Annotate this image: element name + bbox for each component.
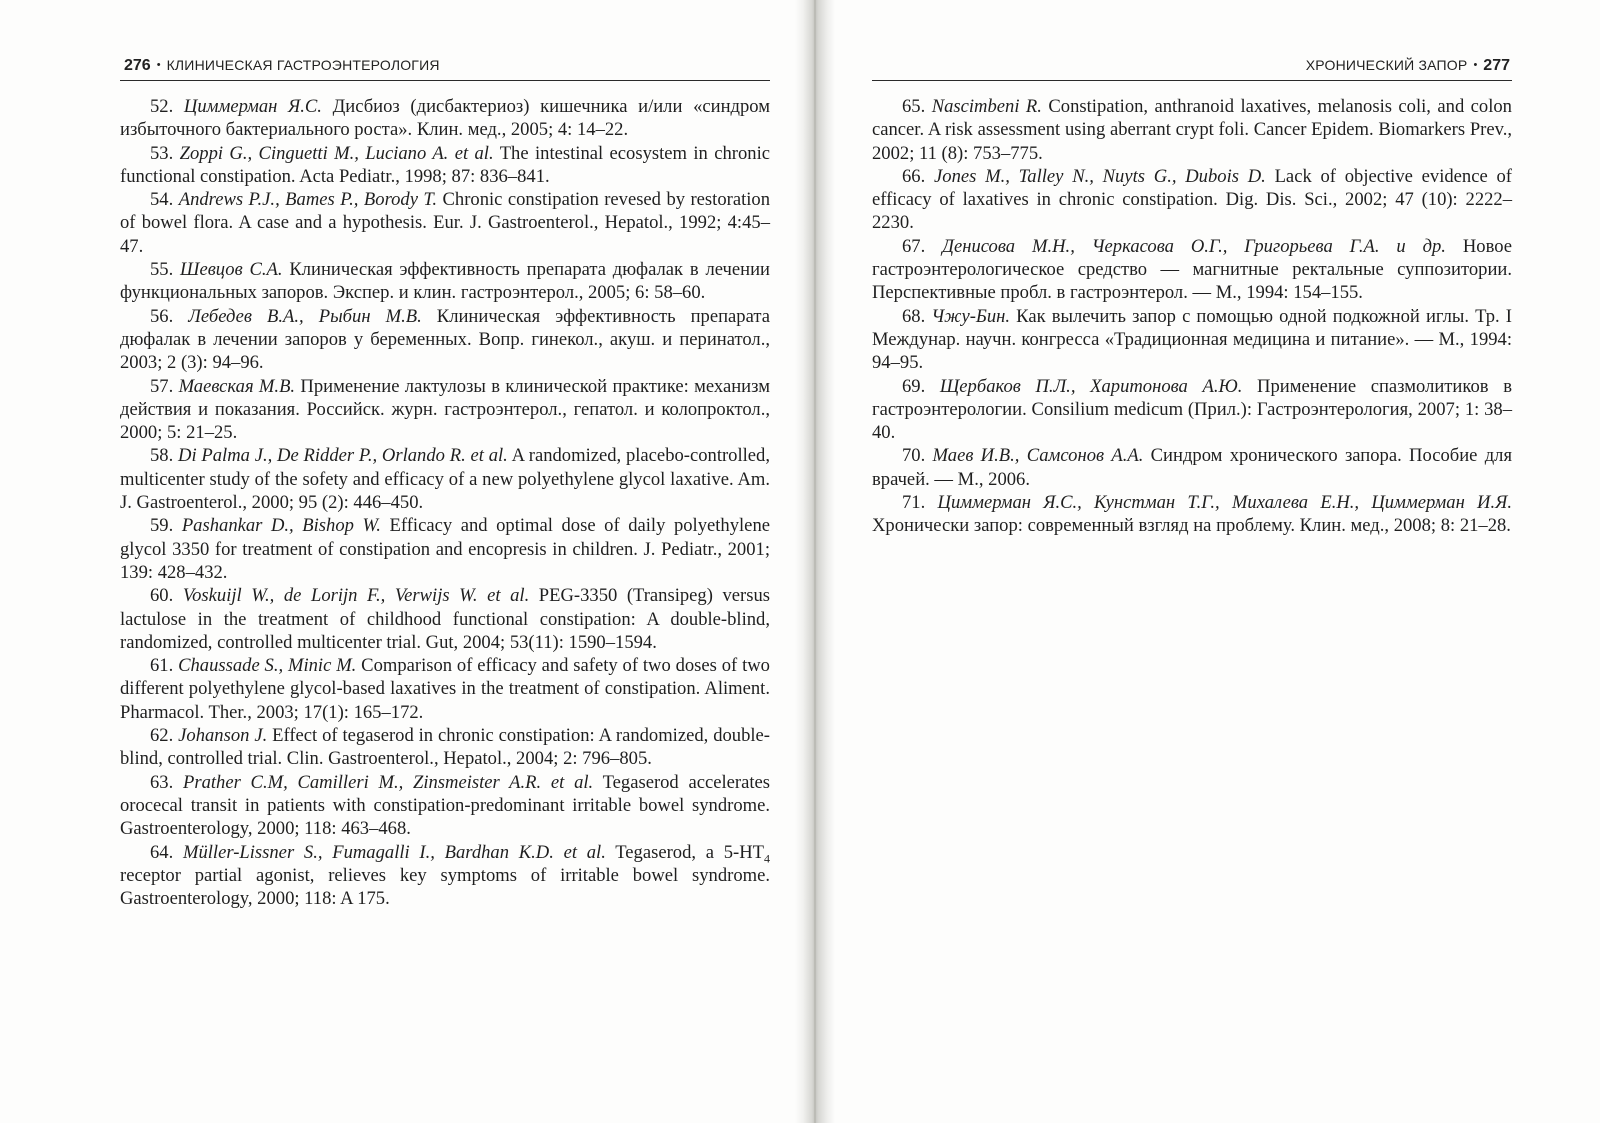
reference-text: Lack of objective evidence of efficacy of laxatives in chronic constipation. Dig. Dis. Sci., 2002; 47 (10): 2222–2230. — [872, 165, 1512, 234]
reference-text: Применение спазмолитиков в гастроэнтерологии. Consilium medicum (Прил.): Гастроэнтерология, 2007; 1: 38–40. — [872, 375, 1512, 444]
reference-text: Как вылечить запор с помощью одной подкожной иглы. Тр. I Междунар. научн. конгресса «Традиционная медицина и питание». — М., 1994: 94–95. — [872, 305, 1512, 374]
reference-item: 64. Müller-Lissner S., Fumagalli I., Bardhan K.D. et al. Tegaserod, a $5-HT_4$ receptor partial agonist, relieves key symptoms of irritable bowel syndrome. Gastroenterology, 2000; 118: A 175. — [120, 841, 771, 910]
reference-authors: Щербаков П.Л., Харитонова А.Ю. — [939, 375, 1243, 397]
reference-item: 56. Лебедев В.А., Рыбин М.В. Клиническая эффективность препарата дюфалак в лечении запоров у беременных. Вопр. гинекол., акуш. и перинатол., 2003; 2 (3): 94–96. — [120, 305, 770, 374]
header-separator: • — [156, 59, 161, 71]
reference-item: 57. Маевская М.В. Применение лактулозы в клинической практике: механизм действия и показания. Российск. журн. гастроэнтерол., гепатол. и колопроктол., 2000; 5: 21–25. — [120, 375, 770, 444]
reference-text: Клиническая эффективность препарата дюфалак в лечении запоров у беременных. Вопр. гинекол., акуш. и перинатол., 2003; 2 (3): 94–96. — [120, 305, 770, 374]
reference-item: 55. Шевцов С.А. Клиническая эффективность препарата дюфалак в лечении функциональных запоров. Экспер. и клин. гастроэнтерол., 2005; 6: 58–60. — [120, 259, 770, 304]
reference-text: Efficacy and optimal dose of daily polyethylene glycol 3350 for treatment of constipation and encopresis in children. J. Pediatr., 2001; 139: 428–432. — [120, 515, 770, 583]
reference-authors: Циммерман Я.С. — [183, 96, 322, 117]
reference-authors: Johanson J. — [178, 725, 268, 747]
reference-item: 54. Andrews P.J., Bames P., Borody T. Chronic constipation revesed by restoration of bowel flora. A case and a hypothesis. Eur. J. Gastroenterol., Hepatol., 1992; 4:45–47. — [120, 189, 771, 257]
reference-text: Синдром хронического запора. Пособие для врачей. — М., 2006. — [872, 445, 1513, 490]
reference-subscript: 4 — [764, 851, 771, 866]
reference-authors: Циммерман Я.С., Кунстман Т.Г., Михалева Е.Н., Циммерман И.Я. — [937, 492, 1512, 514]
reference-item: 65. Nascimbeni R. Constipation, anthranoid laxatives, melanosis coli, and colon cancer. A risk assessment using aberrant crypt foli. Cancer Epidem. Biomarkers Prev., 2002; 11 (8): 753–775. — [872, 96, 1512, 164]
reference-authors: Pashankar D., Bishop W. — [181, 515, 381, 537]
gutter-fold-line — [814, 0, 816, 1123]
reference-authors: Nascimbeni R. — [931, 96, 1042, 117]
reference-authors: Маев И.В., Самсонов А.А. — [932, 445, 1144, 467]
reference-authors: Andrews P.J., Bames P., Borody T. — [178, 189, 438, 211]
reference-authors: Voskuijl W., de Lorijn F., Verwijs W. et al. — [182, 585, 530, 607]
reference-authors: Jones M., Talley N., Nuyts G., Dubois D. — [934, 165, 1266, 187]
reference-item: 53. Zoppi G., Cinguetti M., Luciano A. et al. The intestinal ecosystem in chronic functional constipation. Acta Pediatr., 1998; 87: 836–841. — [120, 142, 771, 187]
reference-item: 58. Di Palma J., De Ridder P., Orlando R. et al. A randomized, placebo-controlled, multicenter study of the sofety and efficacy of a new polyethylene glycol laxative. Am. J. Gastroenterol., 2000; 95 (2): 446–450. — [120, 445, 771, 514]
reference-text: Chronic constipation revesed by restoration of bowel flora. A case and a hypothesis. Eur. J. Gastroenterol., Hepatol., 1992; 4:45–47. — [120, 189, 771, 257]
reference-text: A randomized, placebo-controlled, multicenter study of the sofety and efficacy of a new polyethylene glycol laxative. Am. J. Gastroenterol., 2000; 95 (2): 446–450. — [120, 445, 771, 514]
left-page-number: 276 — [124, 57, 151, 74]
reference-text: The intestinal ecosystem in chronic functional constipation. Acta Pediatr., 1998; 87: 836–841. — [120, 142, 771, 187]
reference-text: Хронически запор: современный взгляд на проблему. Клин. мед., 2008; 8: 21–28. — [872, 515, 1511, 537]
reference-text: Применение лактулозы в клинической практике: механизм действия и показания. Российск. журн. гастроэнтерол., гепатол. и колопроктол., 2000; 5: 21–25. — [120, 375, 770, 444]
right-page — [872, 52, 1512, 538]
reference-item: 52. Циммерман Я.С. Дисбиоз (дисбактериоз) кишечника и/или «синдром избыточного бактериального роста». Клин. мед., 2005; 4: 14–22. — [120, 96, 770, 141]
reference-authors: Di Palma J., De Ridder P., Orlando R. et al. — [178, 445, 508, 467]
reference-text: Клиническая эффективность препарата дюфалак в лечении функциональных запоров. Экспер. и клин. гастроэнтерол., 2005; 6: 58–60. — [120, 259, 770, 304]
reference-item: 62. Johanson J. Effect of tegaserod in chronic constipation: A randomized, double-blind, controlled trial. Clin. Gastroenterol., Hepatol., 2004; 2: 796–805. — [120, 725, 770, 770]
reference-authors: Чжу-Бин. — [931, 305, 1011, 327]
reference-authors: Лебедев В.А., Рыбин М.В. — [188, 305, 422, 327]
reference-text: receptor partial agonist, relieves key symptoms of irritable bowel syndrome. Gastroenterology, 2000; 118: A 175. — [120, 864, 770, 910]
reference-item: 66. Jones M., Talley N., Nuyts G., Dubois D. Lack of objective evidence of efficacy of laxatives in chronic constipation. Dig. Dis. Sci., 2002; 47 (10): 2222–2230. — [872, 165, 1512, 234]
reference-text: Comparison of efficacy and safety of two doses of two different polyethylene glycol-based laxatives in the treatment of constipation. Aliment. Pharmacol. Ther., 2003; 17(1): 165–172. — [120, 655, 770, 723]
right-page-header — [872, 52, 1512, 81]
reference-text: PEG-3350 (Transipeg) versus lactulose in the treatment of childhood functional constipation: A double-blind, randomized, controlled multicenter trial. Gut, 2004; 53(11): 1590–1594. — [120, 585, 770, 653]
reference-authors: Chaussade S., Minic M. — [178, 655, 357, 677]
reference-authors: Prather C.M, Camilleri M., Zinsmeister A.R. et al. — [182, 771, 594, 793]
reference-item: 67. Денисова М.Н., Черкасова О.Г., Григорьева Г.А. и др. Новое гастроэнтерологическое средство — магнитные ректальные суппозитории. Перспективные пробл. в гастроэнтерол. — М., 1994: 154–155. — [872, 235, 1512, 304]
reference-item: 63. Prather C.M, Camilleri M., Zinsmeister A.R. et al. Tegaserod accelerates orocecal transit in patients with constipation-predominant irritable bowel syndrome. Gastroenterology, 2000; 118: 463–468. — [120, 771, 770, 840]
left-page — [120, 52, 770, 910]
reference-item: 69. Щербаков П.Л., Харитонова А.Ю. Применение спазмолитиков в гастроэнтерологии. Consilium medicum (Прил.): Гастроэнтерология, 2007; 1: 38–40. — [872, 375, 1512, 444]
reference-text: Новое гастроэнтерологическое средство — магнитные ректальные суппозитории. Перспективные пробл. в гастроэнтерол. — М., 1994: 154–155. — [872, 235, 1512, 304]
left-running-title: КЛИНИЧЕСКАЯ ГАСТРОЭНТЕРОЛОГИЯ — [166, 57, 440, 73]
reference-item: 70. Маев И.В., Самсонов А.А. Синдром хронического запора. Пособие для врачей. — М., 2006. — [872, 445, 1513, 490]
reference-authors: Müller-Lissner S., Fumagalli I., Bardhan K.D. et al. — [182, 841, 606, 863]
reference-text: Tegaserod accelerates orocecal transit in patients with constipation-predominant irritable bowel syndrome. Gastroenterology, 2000; 118: 463–468. — [120, 771, 770, 840]
right-reference-list — [872, 95, 1512, 538]
reference-item: 61. Chaussade S., Minic M. Comparison of efficacy and safety of two doses of two different polyethylene glycol-based laxatives in the treatment of constipation. Aliment. Pharmacol. Ther., 2003; 17(1): 165–172. — [120, 655, 770, 723]
reference-item: 71. Циммерман Я.С., Кунстман Т.Г., Михалева Е.Н., Циммерман И.Я. Хронически запор: современный взгляд на проблему. Клин. мед., 2008; 8: 21–28. — [872, 492, 1512, 537]
reference-authors: Zoppi G., Cinguetti M., Luciano A. et al. — [179, 142, 494, 164]
reference-text: Tegaserod, a 5-HT — [615, 841, 765, 863]
right-page-number: 277 — [1483, 57, 1510, 74]
right-running-title: ХРОНИЧЕСКИЙ ЗАПОР — [1305, 57, 1468, 73]
header-separator: • — [1473, 59, 1478, 71]
reference-text: Дисбиоз (дисбактериоз) кишечника и/или «синдром избыточного бактериального роста». Клин. мед., 2005; 4: 14–22. — [120, 96, 770, 141]
reference-text: Constipation, anthranoid laxatives, melanosis coli, and colon cancer. A risk assessment using aberrant crypt foli. Cancer Epidem. Biomarkers Prev., 2002; 11 (8): 753–775. — [872, 96, 1512, 164]
reference-item: 68. Чжу-Бин. Как вылечить запор с помощью одной подкожной иглы. Тр. I Междунар. научн. конгресса «Традиционная медицина и питание». — М., 1994: 94–95. — [872, 305, 1512, 374]
reference-text: Effect of tegaserod in chronic constipation: A randomized, double-blind, controlled trial. Clin. Gastroenterol., Hepatol., 2004; 2: 796–805. — [120, 725, 770, 770]
reference-authors: Денисова М.Н., Черкасова О.Г., Григорьева Г.А. и др. — [942, 235, 1446, 257]
left-reference-list — [120, 95, 770, 910]
left-page-header — [120, 52, 770, 81]
reference-authors: Шевцов С.А. — [180, 259, 283, 281]
reference-item: 59. Pashankar D., Bishop W. Efficacy and optimal dose of daily polyethylene glycol 3350 for treatment of constipation and encopresis in children. J. Pediatr., 2001; 139: 428–432. — [120, 515, 770, 583]
reference-authors: Маевская М.В. — [178, 375, 296, 397]
reference-item: 60. Voskuijl W., de Lorijn F., Verwijs W. et al. PEG-3350 (Transipeg) versus lactulose in the treatment of childhood functional constipation: A double-blind, randomized, controlled multicenter trial. Gut, 2004; 53(11): 1590–1594. — [120, 585, 770, 653]
